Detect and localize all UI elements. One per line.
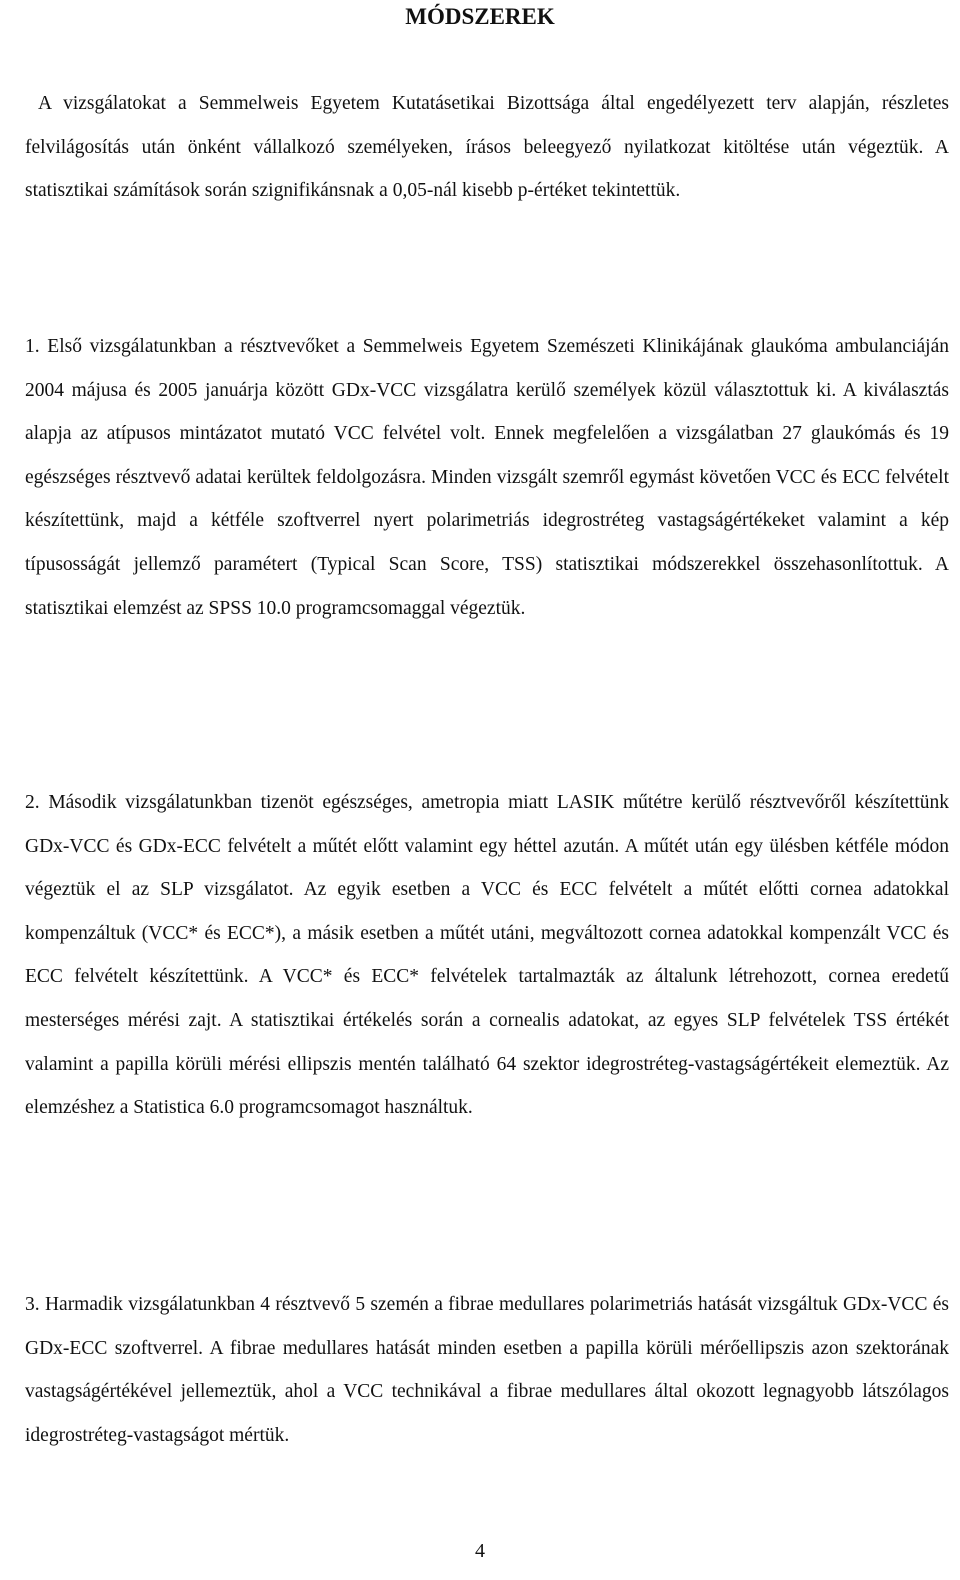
method-item-2 — [25, 781, 949, 1130]
intro-paragraph: A vizsgálatokat a Semmelweis Egyetem Kutatásetikai Bizottsága által engedélyezett terv alapján, részletes felvilágosítás után önként vállalkozó személyeken, írásos beleegyező nyilatkozat kitöltése után végeztük. A statisztikai számítások során szignifikánsnak a 0,05-nál kisebb p-értéket tekintettük. — [25, 93, 949, 202]
page-number: 4 — [475, 1540, 485, 1562]
item-text: Első vizsgálatunkban a résztvevőket a Semmelweis Egyetem Szemészeti Klinikájának glaukóma ambulanciáján 2004 májusa és 2005 januárja között GDx-VCC vizsgálatra kerülő személyek közül választottuk ki. A kiválasztás alapja az atípusos mintázatot mutató VCC felvétel volt. Ennek megfelelően a vizsgálatban 27 glaukómás és 19 egészséges résztvevő adatai kerültek feldolgozásra. Minden vizsgált szemről egymást követően VCC és ECC felvételt készítettünk, majd a kétféle szoftverrel nyert polarimetriás idegrostréteg vastagságértékeket valamint a kép típusosságát jellemző paramétert (Typical Scan Score, TSS) statisztikai módszerekkel összehasonlítottuk. A statisztikai elemzést az SPSS 10.0 programcsomaggal végeztük. — [25, 336, 949, 619]
method-item-3 — [25, 1283, 949, 1457]
item-number: 3. — [25, 1294, 40, 1315]
method-item-1 — [25, 325, 949, 630]
item-number: 2. — [25, 792, 40, 813]
item-text: Második vizsgálatunkban tizenöt egészséges, ametropia miatt LASIK műtétre kerülő résztvevőről készítettünk GDx-VCC és GDx-ECC felvételt a műtét előtt valamint egy héttel azután. A műtét után egy ülésben kétféle módon végeztük el az SLP vizsgálatot. Az egyik esetben a VCC és ECC felvételt a műtét előtti cornea adatokkal kompenzáltuk (VCC* és ECC*), a másik esetben a műtét utáni, megváltozott cornea adatokkal kompenzált VCC és ECC felvételt készítettünk. A VCC* és ECC* felvételek tartalmazták az általunk létrehozott, cornea eredetű mesterséges mérési zajt. A statisztikai értékelés során a cornealis adatokat, az egyes SLP felvételek TSS értékét valamint a papilla körüli mérési ellipszis mentén található 64 szektor idegrostréteg-vastagságértékeit elemeztük. Az elemzéshez a Statistica 6.0 programcsomagot használtuk. — [25, 792, 949, 1119]
item-text: Harmadik vizsgálatunkban 4 résztvevő 5 szemén a fibrae medullares polarimetriás hatását vizsgáltuk GDx-VCC és GDx-ECC szoftverrel. A fibrae medullares hatását minden esetben a papilla körüli mérőellipszis azon szektorának vastagságértékével jellemeztük, ahol a VCC technikával a fibrae medullares által okozott legnagyobb látszólagos idegrostréteg-vastagságot mértük. — [25, 1294, 950, 1446]
section-heading: MÓDSZEREK — [405, 4, 555, 29]
item-number: 1. — [25, 336, 40, 357]
